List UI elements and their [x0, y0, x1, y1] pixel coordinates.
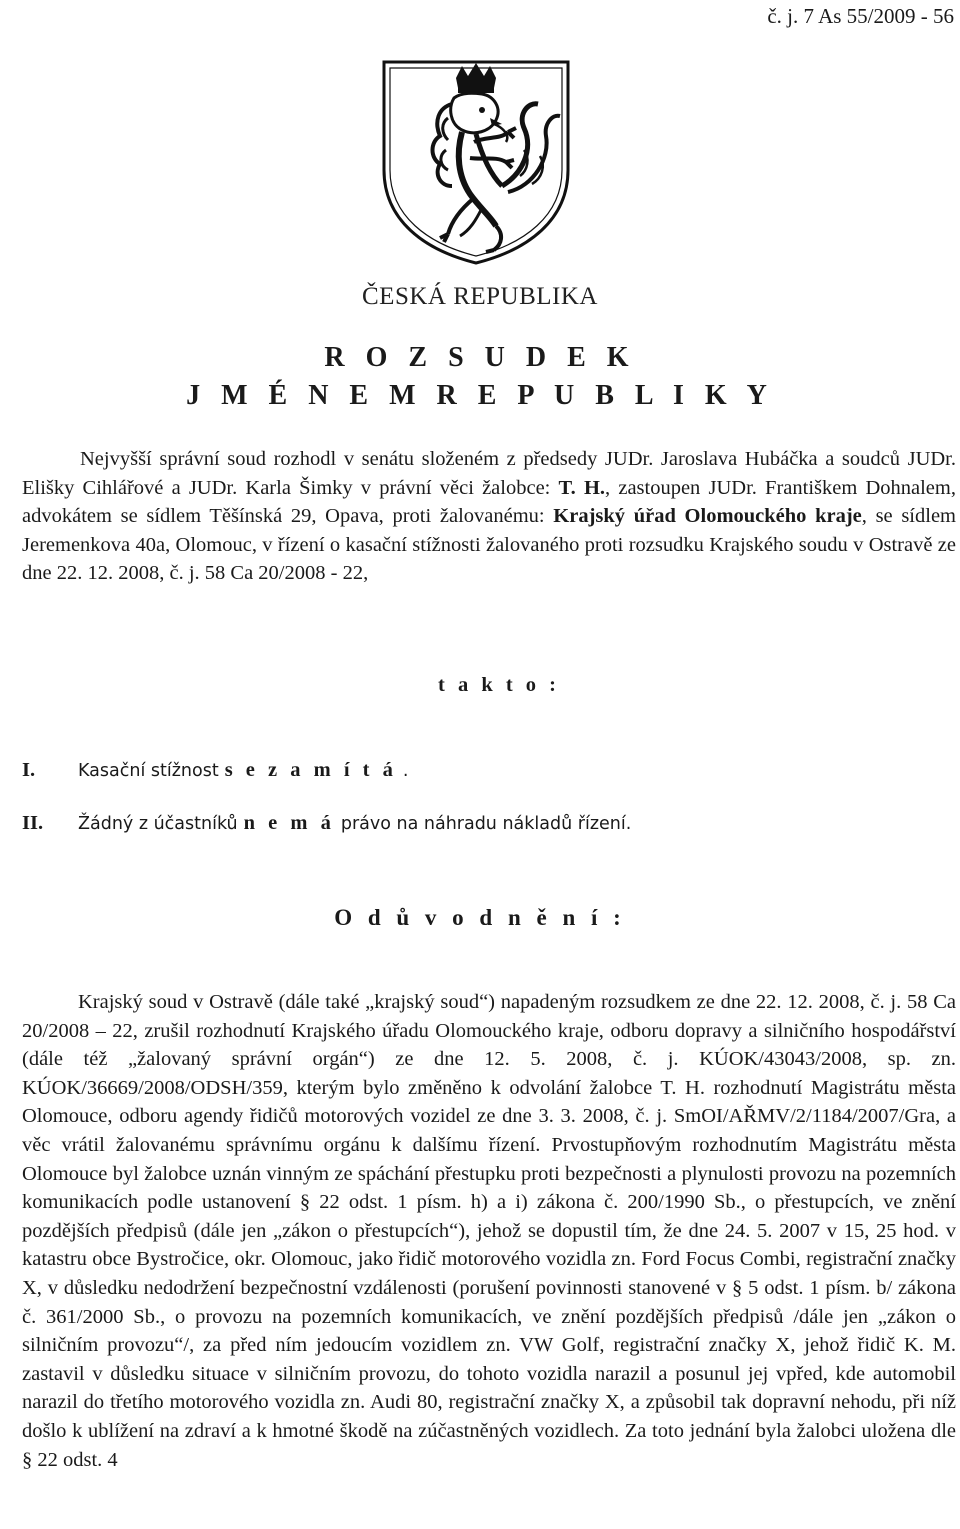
intro-text-2: , zastoupen JUDr. Františkem Dohnalem, advokátem se sídlem Těšínská 29, Opava, proti žalovanému: — [22, 476, 956, 528]
plaintiff-name: T. H. — [558, 476, 606, 499]
verdict-number: II. — [22, 812, 44, 834]
verdict-text: Kasační stížnost — [78, 761, 219, 781]
verdict-heading: t a k t o : — [438, 674, 561, 696]
verdict-text-end: . — [402, 761, 409, 781]
verdict-spaced-word: s e z a m í t á — [224, 759, 397, 781]
reasoning-paragraph: Krajský soud v Ostravě (dále také „krajský soud“) napadeným rozsudkem ze dne 22. 12. 2008, č. j. 58 Ca 20/2008 – 22, zrušil rozhodnutí Krajského úřadu Olomouckého kraje, odboru dopravy a silničního hospodářství (dále též „žalovaný správní orgán“) ze dne 12. 5. 2008, č. j. KÚOK/43043/2008, sp. zn. KÚOK/36669/2008/ODSH/359, kterým bylo změněno k odvolání žalobce T. H. rozhodnutí Magistrátu města Olomouce, odboru agendy řidičů motorových vozidel ze dne 3. 3. 2008, č. j. SmOI/AŘMV/2/1184/2007/Gra, a věc vrátil žalovanému správnímu orgánu k dalšímu řízení. Prvostupňovým rozhodnutím Magistrátu města Olomouce byl žalobce uznán vinným ze spáchání přestupku proti bezpečnosti a plynulosti provozu na pozemních komunikacích podle ustanovení § 22 odst. 1 písm. h) a i) zákona č. 200/1990 Sb., o přestupcích, ve znění pozdějších předpisů (dále jen „zákon o přestupcích“), jehož se dopustil tím, že dne 24. 5. 2007 v 15, 25 hod. v katastru obce Bystročice, okr. Olomouc, jako řidič motorového vozidla zn. Ford Focus Combi, registrační značky X, v důsledku nedodržení bezpečnostní vzdálenosti (porušení povinnosti stanovené v § 5 odst. 1 písm. b/ zákona č. 361/2000 Sb., o provozu na pozemních komunikacích, ve znění pozdějších předpisů /dále jen „zákon o silničním provozu“/, za před ním jedoucím vozidlem zn. VW Golf, registrační značky X, jehož řidič K. M. zastavil v důsledku situace v silničním provozu, do tohoto vozidla narazil a posunul jej vpřed, kde automobil narazil do třetího motorového vozidla zn. Audi 80, registrační značky X, a způsobil tak dopravní nehodu, při níž došlo k ublížení na zdraví a k hmotné škodě na zúčastněných vozidlech. Za toto jednání byla žalobci uložena dle § 22 odst. 4 — [22, 991, 956, 1471]
defendant-name: Krajský úřad Olomouckého kraje — [553, 505, 862, 528]
verdict-item — [22, 812, 631, 835]
case-reference: č. j. 7 As 55/2009 - 56 — [767, 4, 954, 28]
verdict-text: Žádný z účastníků — [78, 814, 238, 834]
republic-heading: ČESKÁ REPUBLIKA — [362, 283, 598, 310]
verdict-number: I. — [22, 759, 36, 781]
verdict-item — [22, 759, 408, 782]
verdict-spaced-word: n e m á — [243, 812, 335, 834]
judgment-title: R O Z S U D E K — [324, 342, 636, 373]
intro-text-1: Nejvyšší správní soud rozhodl v senátu složeném z předsedy JUDr. Jaroslava Hubáčka a soudců JUDr. Elišky Cihlářové a JUDr. Karla Šimky v právní věci žalobce: — [22, 448, 956, 499]
in-name-of-republic-title: J M É N E M R E P U B L I K Y — [186, 380, 774, 411]
coat-of-arms-icon — [378, 58, 574, 266]
intro-text-3: , se sídlem Jeremenkova 40a, Olomouc, v řízení o kasační stížnosti žalovaného proti rozsudku Krajského soudu v Ostravě ze dne 22. 12. 2008, č. j. 58 Ca 20/2008 - 22, — [22, 505, 956, 585]
intro-paragraph — [22, 445, 956, 588]
verdict-text-end: právo na náhradu nákladů řízení. — [340, 814, 632, 834]
reasoning-heading: O d ů v o d n ě n í : — [334, 905, 626, 930]
